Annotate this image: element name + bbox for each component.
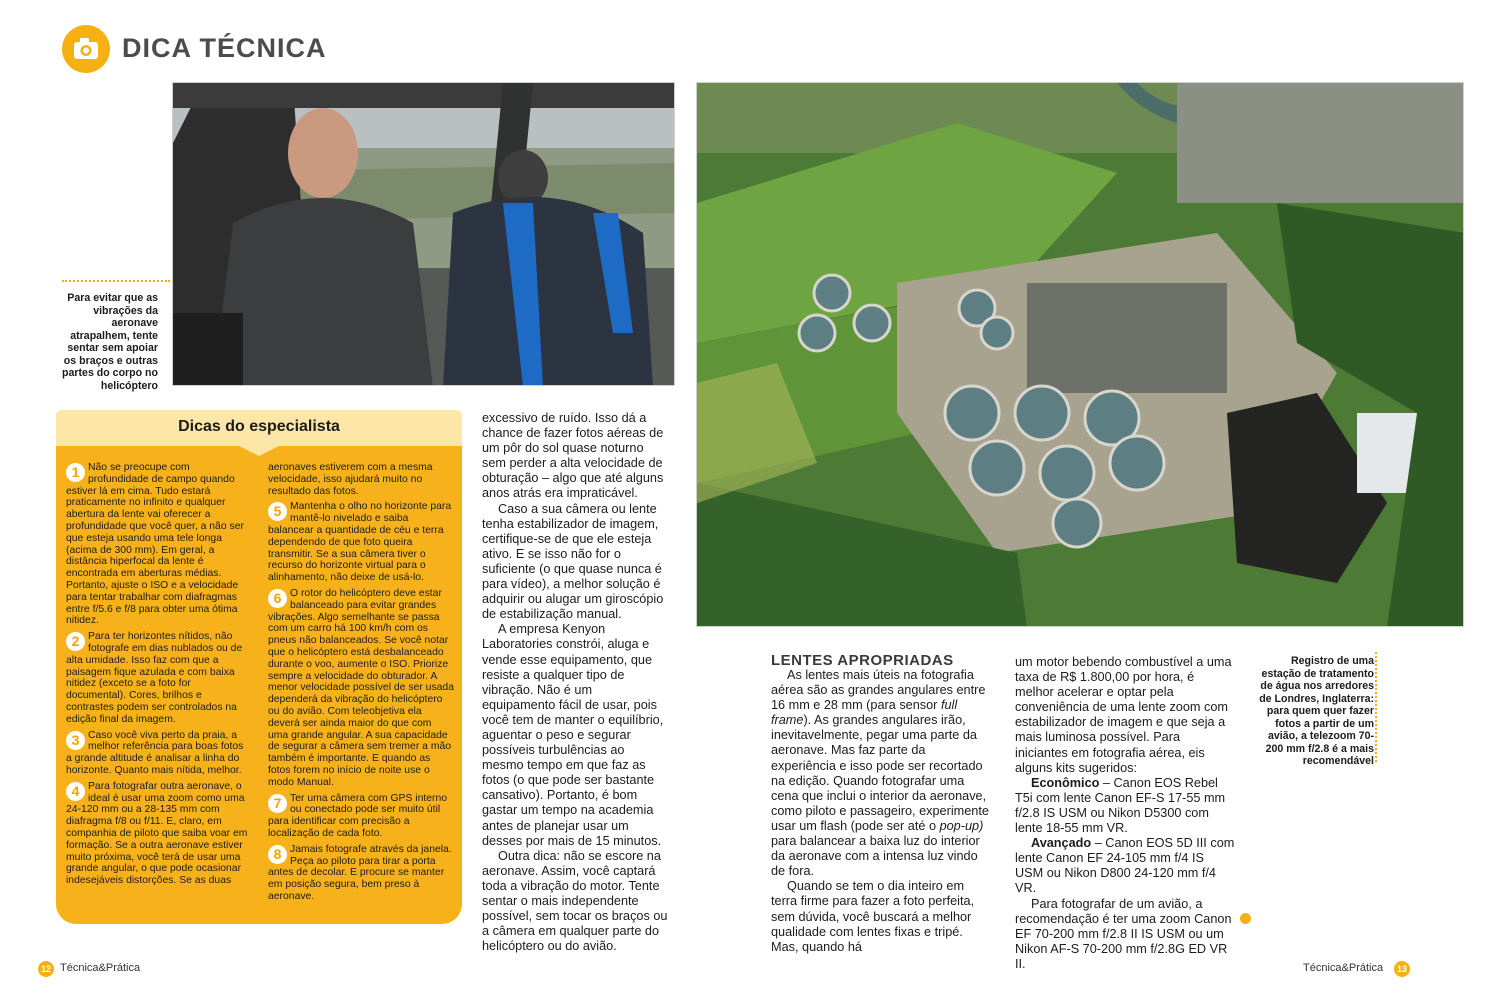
paragraph: Para fotografar de um avião, a recomendação é ter uma zoom Canon EF 70-200 mm f/2.8 II IS USM ou um Nikon AF-S 70-200 mm f/2.8G ED VR II. <box>1015 896 1232 971</box>
tip-text: Para ter horizontes nítidos, não fotografe em dias nublados ou de alta umidade. Isso faz com que a paisagem fique azulada e com baixa nitidez (exceto se a foto for documental). Cores, brilhos e contrastes podem ser controlados na edição final da imagem. <box>66 631 243 725</box>
tip-item <box>66 631 252 725</box>
photo-caption-aerial: Registro de uma estação de tratamento de água nos arredores de Londres, Inglaterra: para quem quer fazer fotos a partir de um avião, a telezoom 70-200 mm f/2.8 é a mais recomendável <box>1259 655 1374 767</box>
tip-text: Caso você viva perto da praia, a melhor referência para boas fotos a grande altitude é analisar a linha do horizonte. Quanto mais nítida, melhor. <box>66 729 244 776</box>
caption-divider <box>62 280 170 282</box>
photo-caption-helicopter: Para evitar que as vibrações da aeronave atrapalhem, tente sentar sem apoiar os braços e outras partes do corpo no helicóptero <box>62 292 158 392</box>
article-column-2 <box>482 411 668 954</box>
tip-number: 4 <box>66 782 85 801</box>
tip-number: 3 <box>66 731 85 750</box>
tip-number: 1 <box>66 463 85 482</box>
paragraph: um motor bebendo combustível a uma taxa de R$ 1.800,00 por hora, é melhor acelerar e optar pela conveniência de uma lente zoom com estabilizador de imagem e que seja a mais luminosa possível. Para iniciantes em fotografia aérea, eis alguns kits sugeridos: <box>1015 655 1232 775</box>
tip-item <box>66 781 252 887</box>
helicopter-cockpit-photo <box>172 82 675 386</box>
tip-text: O rotor do helicóptero deve estar balanceado para evitar grandes vibrações. Algo semelhante se passa com um carro há 100 km/h com os pneus não balanceados. Se você notar que o helicóptero está desbalanceado durante o voo, aumente o ISO. Priorize sempre a velocidade do obturador. A menor velocidade possível de ser usada dependerá da vibração do helicóptero ou do avião. Com teleobjetiva ela deverá ser ainda maior do que com uma grande angular. A sua capacidade de segurar a câmera sem tremer a mão também é importante. E quando as fotos forem no início de noite use o modo Manual. <box>268 587 454 788</box>
tip-number: 8 <box>268 845 287 864</box>
tip-text: Para fotografar outra aeronave, o ideal é usar uma zoom como uma 24-120 mm ou a 28-135 mm com diafragma f/8 ou f/11. E, claro, em companhia de piloto que saiba voar em formação. Se a outra aeronave estiver muito próxima, você terá de usar uma grande angular, o que pode ocasionar indesejáveis distorções. Se as duas <box>66 780 248 887</box>
paragraph: excessivo de ruído. Isso dá a chance de fazer fotos aéreas de um pôr do sol quase noturno sem perder a alta velocidade de obturação – algo que até alguns anos atrás era impraticável. <box>482 411 664 501</box>
tip-number: 7 <box>268 794 287 813</box>
tip-text: Não se preocupe com profundidade de campo quando estiver lá em cima. Tudo estará praticamente no infinito e qualquer abertura da lente vai oferecer a profundidade que você quer, a não ser que esteja usando uma tele longa (acima de 300 mm). Em geral, a distância hiperfocal da lente é encontrada em aberturas médias. Portanto, ajuste o ISO e a velocidade para tentar trabalhar com diafragmas entre f/5.6 e f/8 para obter uma ótima nitidez. <box>66 462 244 627</box>
tip-item <box>268 588 454 789</box>
tip-item <box>268 793 454 840</box>
tip-number: 6 <box>268 589 287 608</box>
tip-number: 2 <box>66 632 85 651</box>
paragraph: Outra dica: não se escore na aeronave. Assim, você captará toda a vibração do motor. Tente sentar o mais independente possível, sem tocar os braços ou a câmera em qualquer parte do helicóptero ou do avião. <box>482 848 668 954</box>
tip-text: Mantenha o olho no horizonte para mantê-lo nivelado e saiba balancear a quantidade de céu e terra dependendo de que foto queira transmitir. Se a sua câmera tiver o recurso do horizonte virtual para o alinhamento, não deixe de usá-lo. <box>268 501 452 584</box>
tips-header-pointer <box>239 446 279 456</box>
tips-title: Dicas do especialista <box>178 418 340 435</box>
article-column-4 <box>1015 655 1235 972</box>
tip-text: Jamais fotografe através da janela. Peça ao piloto para tirar a porta antes de decolar. E procure se manter em posição segura, bem preso à aeronave. <box>268 843 452 902</box>
article-column-3 <box>771 668 991 955</box>
aerial-water-treatment-photo <box>696 82 1464 627</box>
section-title: DICA TÉCNICA <box>122 33 327 63</box>
caption-divider <box>1375 652 1377 762</box>
magazine-title-left: Técnica&Prática <box>60 962 141 974</box>
paragraph: Quando se tem o dia inteiro em terra firme para fazer a foto perfeita, sem dúvida, você buscará a melhor qualidade com lentes fixas e tripé. Mas, quando há <box>771 879 975 954</box>
tips-column-right <box>268 462 454 907</box>
tip-item <box>268 844 454 903</box>
tip-text: Ter uma câmera com GPS interno ou conectado pode ser muito útil para identificar com precisão a localização de cada foto. <box>268 792 448 839</box>
article-end-mark-icon <box>1240 913 1251 924</box>
paragraph: Caso a sua câmera ou lente tenha estabilizador de imagem, certifique-se de que ele esteja ativo. E se isso não for o suficiente (o que quase nunca é para vídeo), a melhor solução é adquirir ou alugar um giroscópio de estabilização manual. <box>482 501 664 622</box>
camera-icon <box>62 25 110 73</box>
expert-tips-box <box>56 410 462 924</box>
tip-item <box>268 501 454 584</box>
tip-item <box>66 462 252 627</box>
kit-avancado: Avançado – Canon EOS 5D III com lente Canon EF 24-105 mm f/4 IS USM ou Nikon D800 24-120 mm f/4 VR. <box>1015 836 1235 896</box>
tips-column-left <box>66 462 252 891</box>
kit-economico: Econômico – Canon EOS Rebel T5i com lente Canon EF-S 17-55 mm f/2.8 IS USM ou Nikon D5300 com lente 18-55 mm VR. <box>1015 775 1226 836</box>
tip-number: 5 <box>268 502 287 521</box>
paragraph: A empresa Kenyon Laboratories constrói, aluga e vende esse equipamento, que resiste a qualquer tipo de vibração. Não é um equipamento fácil de usar, pois você tem de manter o equilíbrio, aguentar o peso e segurar possíveis turbulências ao mesmo tempo em que faz as fotos (o que pode ser bastante cansativo). Portanto, é bom gastar um tempo na academia antes de planejar usar um desses por mais de 15 minutos. <box>482 622 664 848</box>
paragraph: As lentes mais úteis na fotografia aérea são as grandes angulares entre 16 mm e 28 mm (para sensor full frame). As grandes angulares irão, inevitavelmente, pegar uma parte da aeronave. Mas faz parte da experiência e isso pode ser recortado na edição. Quando fotografar uma cena que inclui o interior da aeronave, como piloto e passageiro, experimente usar um flash (pode ser até o pop-up) para balancear a baixa luz do interior da aeronave com a intensa luz vindo de fora. <box>771 668 989 879</box>
section-subhead: LENTES APROPRIADAS <box>771 652 954 669</box>
magazine-title-right: Técnica&Prática <box>1303 962 1384 974</box>
page-number-left: 12 <box>38 961 54 977</box>
page-number-right: 13 <box>1394 961 1410 977</box>
tip-continuation: aeronaves estiverem com a mesma velocidade, isso ajudará muito no resultado das fotos. <box>268 462 433 497</box>
tip-item <box>66 730 252 777</box>
